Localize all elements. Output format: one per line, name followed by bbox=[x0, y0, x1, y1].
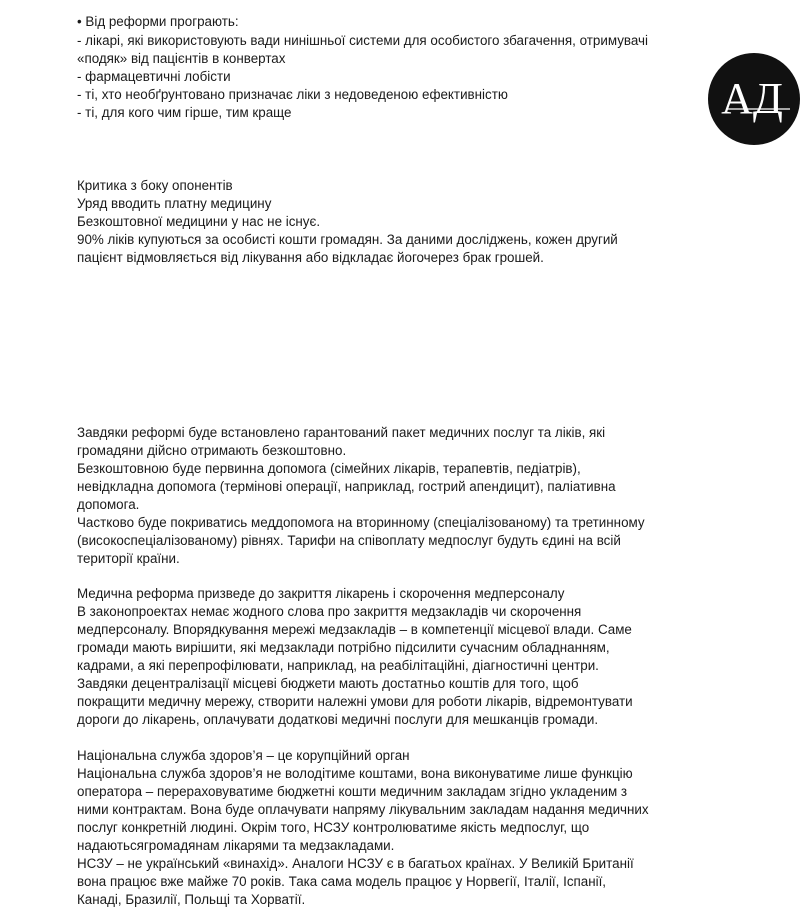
health-service-line: ними контрактам. Вона буде оплачувати напряму лікувальним закладам надання медичних bbox=[77, 802, 649, 817]
package-line: (високоспеціалізованому) рівнях. Тарифи на співоплату медпослуг будуть єдині на всій bbox=[77, 533, 621, 548]
health-service-line: вона працює вже майже 70 років. Така сама модель працює у Норвегії, Італії, Іспанії, bbox=[77, 874, 607, 889]
health-service-line: Національна служба здоров’я не володітиме коштами, вона виконуватиме лише функцію bbox=[77, 766, 633, 781]
losers-line: - ті, для кого чим гірше, тим краще bbox=[77, 105, 292, 120]
criticism-heading: Критика з боку опонентів bbox=[77, 178, 233, 193]
package-line: Частково буде покриватись меддопомога на вторинному (спеціалізованому) та третинному bbox=[77, 515, 645, 530]
package-line: Завдяки реформі буде встановлено гарантований пакет медичних послуг та ліків, які bbox=[77, 425, 606, 440]
package-line: допомога. bbox=[77, 497, 140, 512]
health-service-line: надаютьсягромадянам лікарями та медзакладами. bbox=[77, 838, 395, 853]
package-line: невідкладна допомога (термінові операції, наприклад, гострий апендицит), паліативна bbox=[77, 479, 616, 494]
closures-line: громади мають вирішити, які медзаклади потрібно підсилити сучасним обладнанням, bbox=[77, 640, 610, 655]
closures-line: Завдяки децентралізації місцеві бюджети мають достатньо коштів для того, щоб bbox=[77, 676, 579, 691]
health-service-line: НСЗУ – не український «винахід». Аналоги НСЗУ є в багатьох країнах. У Великій Британії bbox=[77, 856, 634, 871]
closures-line: кадрами, а які перепрофілювати, наприклад, на реабілітаційні, діагностичні центри. bbox=[77, 658, 599, 673]
closures-line: медперсоналу. Впорядкування мережі медзакладів – в компетенції місцевої влади. Саме bbox=[77, 622, 632, 637]
package-line: громадяни дійсно отримають безкоштовно. bbox=[77, 443, 347, 458]
losers-heading: • Від реформи програють: bbox=[77, 14, 239, 29]
health-service-heading: Національна служба здоров’я – це корупційний орган bbox=[77, 748, 410, 763]
closures-line: дороги до лікарень, оплачувати додаткові медичні послуги для мешканців громади. bbox=[77, 712, 599, 727]
closures-line: В законопроектах немає жодного слова про закриття медзакладів чи скорочення bbox=[77, 604, 582, 619]
logo-text: АД bbox=[721, 74, 783, 123]
health-service-line: оператора – перераховуватиме бюджетні кошти медичним закладам згідно укладеним з bbox=[77, 784, 628, 799]
criticism-line: Безкоштовної медицини у нас не існує. bbox=[77, 214, 321, 229]
losers-line: «подяк» від пацієнтів в конвертах bbox=[77, 51, 286, 66]
losers-line: - ті, хто необґрунтовано призначає ліки з недоведеною ефективністю bbox=[77, 87, 508, 102]
losers-line: - лікарі, які використовують вади нинішньої системи для особистого збагачення, отримувачі bbox=[77, 33, 648, 48]
criticism-line: пацієнт відмовляється від лікування або відкладає йогочерез брак грошей. bbox=[77, 250, 544, 265]
closures-line: покращити медичну мережу, створити належні умови для роботи лікарів, відремонтувати bbox=[77, 694, 633, 709]
ad-logo bbox=[708, 53, 800, 145]
health-service-line: Канаді, Бразилії, Польщі та Хорватії. bbox=[77, 892, 306, 907]
package-line: Безкоштовною буде первинна допомога (сімейних лікарів, терапевтів, педіатрів), bbox=[77, 461, 581, 476]
criticism-line: 90% ліків купуються за особисті кошти громадян. За даними досліджень, кожен другий bbox=[77, 232, 618, 247]
criticism-line: Уряд вводить платну медицину bbox=[77, 196, 272, 211]
closures-heading: Медична реформа призведе до закриття лікарень і скорочення медперсоналу bbox=[77, 586, 565, 601]
health-service-line: послуг конкретній людині. Окрім того, НСЗУ контролюватиме якість медпослуг, що bbox=[77, 820, 590, 835]
package-line: території країни. bbox=[77, 551, 180, 566]
losers-line: - фармацевтичні лобісти bbox=[77, 69, 231, 84]
